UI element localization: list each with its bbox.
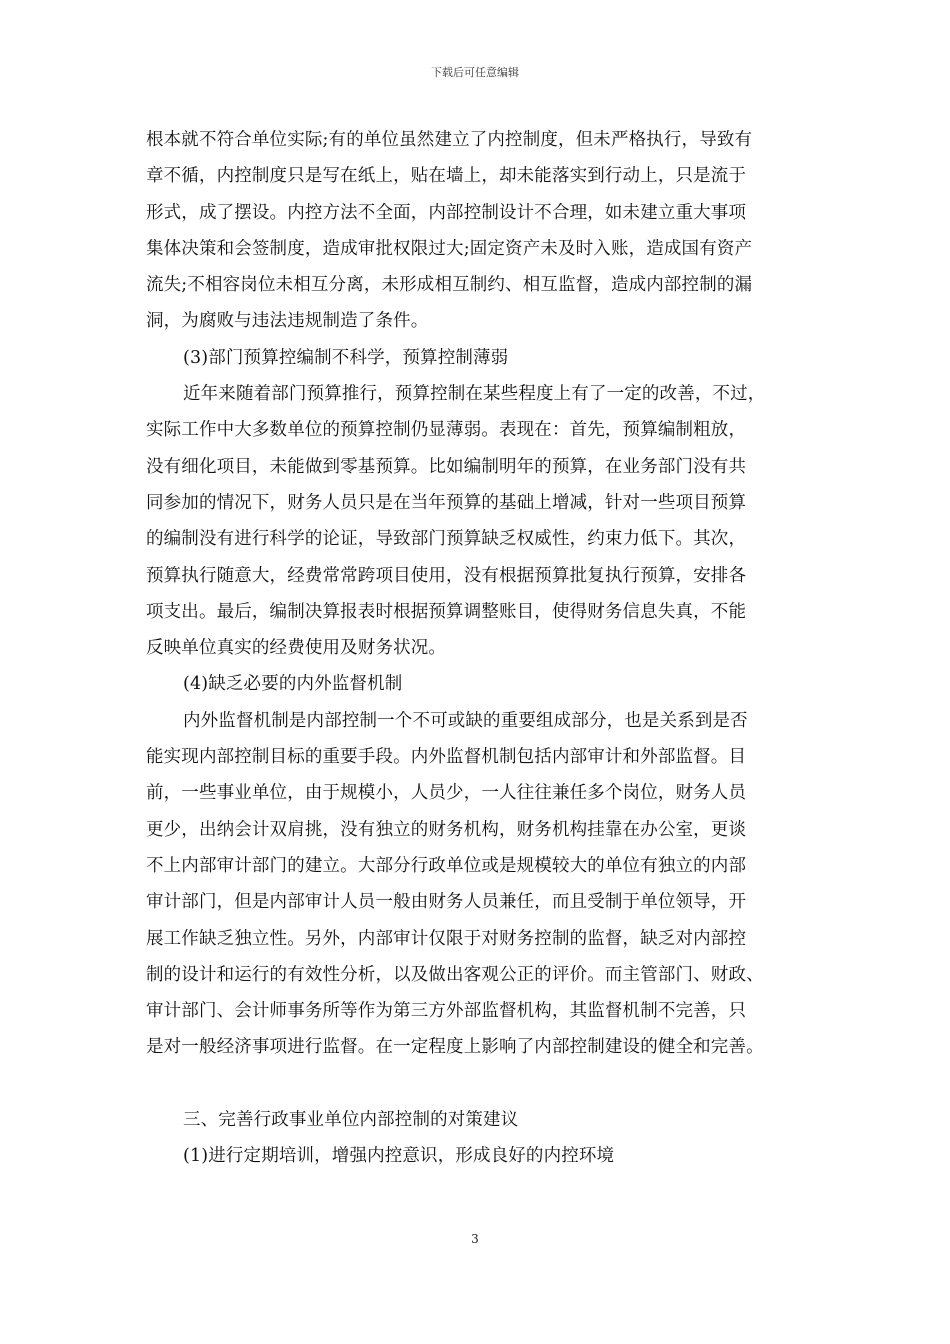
- paragraph-line: 反映单位真实的经费使用及财务状况。: [146, 638, 447, 659]
- paragraph-line: 的编制没有进行科学的论证，导致部门预算缺乏权威性，约束力低下。其次，: [146, 529, 747, 550]
- paragraph-line: 没有细化项目，未能做到零基预算。比如编制明年的预算，在业务部门没有共: [146, 456, 747, 477]
- paragraph-line: 审计部门、会计师事务所等作为第三方外部监督机构，其监督机制不完善，只: [146, 1001, 747, 1022]
- paragraph-line: 制的设计和运行的有效性分析，以及做出客观公正的评价。而主管部门、财政、: [146, 964, 764, 985]
- paragraph-line: 章不循，内控制度只是写在纸上，贴在墙上，却未能落实到行动上，只是流于: [146, 166, 747, 187]
- paragraph-line: 集体决策和会签制度，造成审批权限过大;固定资产未及时入账，造成国有资产: [146, 238, 753, 259]
- paragraph-line: 前，一些事业单位，由于规模小，人员少，一人往往兼任多个岗位，财务人员: [146, 783, 747, 804]
- section-gap: [146, 1066, 818, 1102]
- paragraph-line: 能实现内部控制目标的重要手段。内外监督机制包括内部审计和外部监督。目: [146, 747, 747, 768]
- section-heading: (4)缺乏必要的内外监督机制: [183, 674, 403, 695]
- chapter-heading: 三、完善行政事业单位内部控制的对策建议: [183, 1109, 519, 1130]
- paragraph-line: 更少，出纳会计双肩挑，没有独立的财务机构，财务机构挂靠在办公室，更谈: [146, 819, 747, 840]
- paragraph-line: 近年来随着部门预算推行，预算控制在某些程度上有了一定的改善，不过，: [183, 384, 766, 405]
- document-body: [146, 122, 818, 1174]
- paragraph-line: 展工作缺乏独立性。另外，内部审计仅限于对财务控制的监督，缺乏对内部控: [146, 928, 747, 949]
- paragraph-line: 同参加的情况下，财务人员只是在当年预算的基础上增减，针对一些项目预算: [146, 492, 747, 513]
- paragraph-line: 不上内部审计部门的建立。大部分行政单位或是规模较大的单位有独立的内部: [146, 855, 747, 876]
- page-header: 下载后可任意编辑: [431, 66, 519, 79]
- paragraph-line: 实际工作中大多数单位的预算控制仍显薄弱。表现在：首先，预算编制粗放，: [146, 420, 747, 441]
- section-heading: (1)进行定期培训，增强内控意识，形成良好的内控环境: [183, 1146, 615, 1167]
- section-heading: (3)部门预算控编制不科学，预算控制薄弱: [183, 347, 509, 368]
- paragraph-line: 流失;不相容岗位未相互分离，未形成相互制约、相互监督，造成内部控制的漏: [146, 275, 753, 296]
- paragraph-line: 根本就不符合单位实际;有的单位虽然建立了内控制度，但未严格执行，导致有: [146, 130, 753, 150]
- paragraph-line: 项支出。最后，编制决算报表时根据预算调整账目，使得财务信息失真，不能: [146, 601, 747, 622]
- paragraph-line: 内外监督机制是内部控制一个不可或缺的重要组成部分，也是关系到是否: [183, 710, 748, 731]
- page-number: 3: [471, 1232, 479, 1246]
- paragraph-line: 洞，为腐败与违法违规制造了条件。: [146, 311, 429, 332]
- paragraph-line: 审计部门，但是内部审计人员一般由财务人员兼任，而且受制于单位领导，开: [146, 892, 747, 913]
- paragraph-line: 预算执行随意大，经费常常跨项目使用，没有根据预算批复执行预算，安排各: [146, 565, 747, 586]
- paragraph-line: 形式，成了摆设。内控方法不全面，内部控制设计不合理，如未建立重大事项: [146, 202, 747, 223]
- paragraph-line: 是对一般经济事项进行监督。在一定程度上影响了内部控制建设的健全和完善。: [146, 1037, 764, 1058]
